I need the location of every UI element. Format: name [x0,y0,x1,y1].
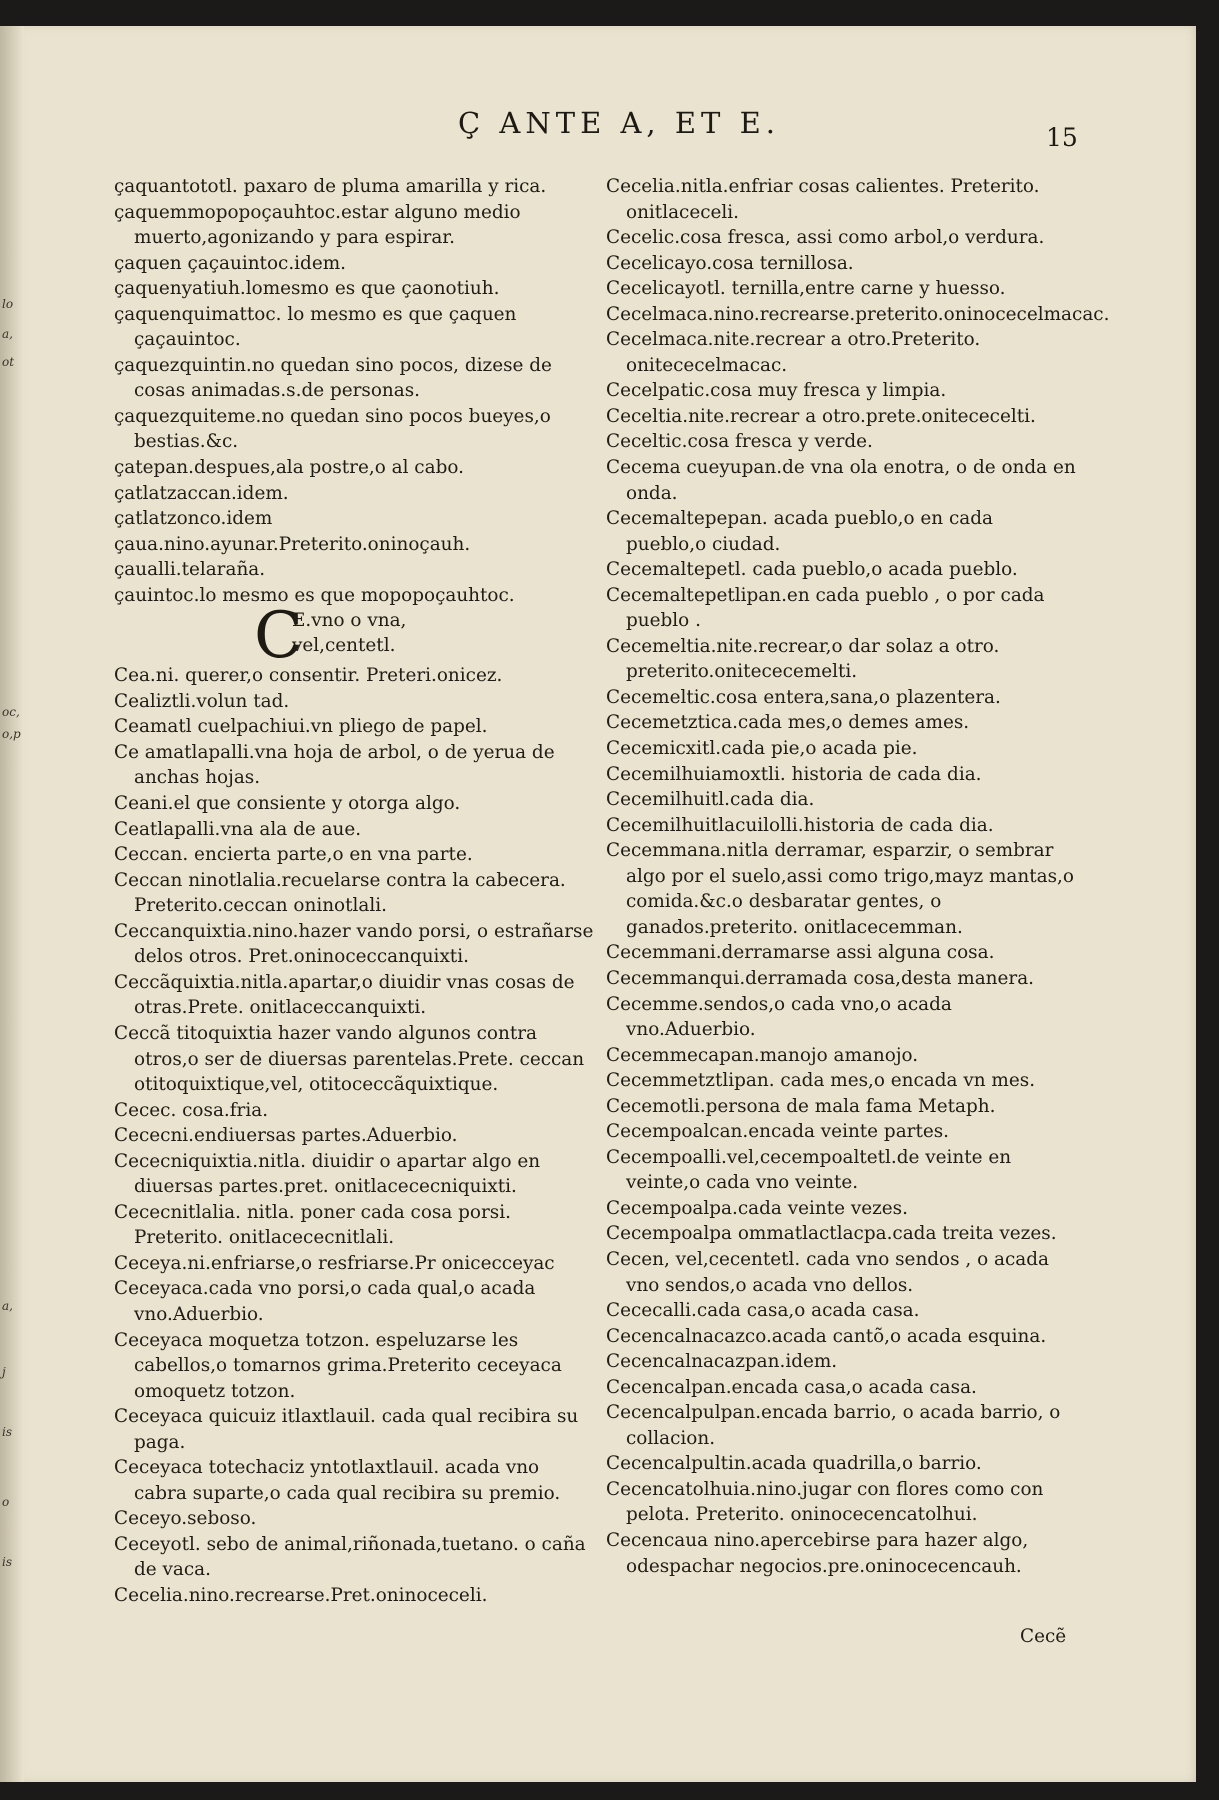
dictionary-entry: Cecemicxitl.cada pie,o acada pie. [606,738,918,760]
dictionary-entry: Ceceltia.nite.recrear a otro.prete.onitececelti. [606,405,1036,427]
dictionary-entry: Ceceyaca quicuiz itlaxtlauil. cada qual recibira su paga. [114,1406,579,1453]
dictionary-entry: Cecemmecapan.manojo amanojo. [606,1044,919,1066]
gutter-note: j [2,1365,6,1379]
dictionary-entry: Cecemotli.persona de mala fama Metaph. [606,1095,996,1117]
dictionary-entry: Cecemaltepetlipan.en cada pueblo , o por cada pueblo . [606,584,1045,632]
dictionary-entry: Cecemeltic.cosa entera,sana,o plazentera. [606,686,1001,708]
dictionary-entry: çaquenquimattoc. lo mesmo es que çaquen çaçauintoc. [114,303,517,351]
manuscript-page [0,26,1196,1782]
dictionary-entry: Cececniquixtia.nitla. diuidir o apartar algo en diuersas partes.pret. onitlacececniquixti. [114,1150,541,1198]
dictionary-entry: Cecelmaca.nino.recrearse.preterito.oninocecelmacac. [606,303,1110,325]
dictionary-entry: Ceccã titoquixtia hazer vando algunos contra otros,o ser de diuersas parentelas.Prete. ceccan otitoquixtique,vel, otitoceccãquixtique. [114,1022,585,1096]
dictionary-entry: Cecemeltia.nite.recrear,o dar solaz a otro. preterito.onitececemelti. [606,635,1000,683]
dictionary-entry: Cecempoalcan.encada veinte partes. [606,1121,950,1143]
dictionary-entry: Ceceyo.seboso. [114,1508,257,1530]
left-column [114,174,596,1609]
dictionary-entry: çatlatzaccan.idem. [114,482,289,504]
right-entries [606,174,1110,1579]
dictionary-entry: Ceceyaca.cada vno porsi,o cada qual,o acada vno.Aduerbio. [114,1278,536,1325]
left-entries-after [114,663,596,1608]
gutter-note: o [2,1495,10,1509]
dictionary-entry: Cecencalnacazpan.idem. [606,1351,838,1373]
dictionary-entry: Cea.ni. querer,o consentir. Preteri.onicez. [114,665,503,687]
dictionary-entry: Ceceltic.cosa fresca y verde. [606,431,873,453]
dictionary-entry: Cecelpatic.cosa muy fresca y limpia. [606,380,947,402]
dictionary-entry: Cecemmetztlipan. cada mes,o encada vn mes. [606,1070,1036,1092]
gutter-note: lo [2,297,14,311]
dictionary-entry: Cececalli.cada casa,o acada casa. [606,1300,920,1322]
dictionary-entry: Cealiztli.volun tad. [114,690,290,712]
dictionary-entry: çaquen çaçauintoc.idem. [114,252,346,274]
dictionary-entry: Cecencalpulpan.encada barrio, o acada barrio, o collacion. [606,1402,1061,1449]
dictionary-entry: Cecencalnacazco.acada cantõ,o acada esquina. [606,1325,1047,1347]
dictionary-entry: Ceamatl cuelpachiui.vn pliego de papel. [114,716,488,738]
section-heading [114,599,596,674]
dictionary-entry: Cecempoalli.vel,cecempoaltetl.de veinte en veinte,o cada vno veinte. [606,1146,1012,1194]
gutter-note: is [2,1425,12,1439]
dictionary-entry: Ceceyaca totechaciz yntotlaxtlauil. acada vno cabra suparte,o cada qual recibira su premio. [114,1457,561,1504]
gutter-note: a, [2,327,13,341]
dictionary-entry: Ceceyaca moquetza totzon. espeluzarse les cabellos,o tomarnos grima.Preterito ceceyaca omoquetz totzon. [114,1329,562,1402]
dictionary-entry: Cecempoalpa ommatlactlacpa.cada treita vezes. [606,1223,1057,1245]
dictionary-entry: Cecelia.nitla.enfriar cosas calientes. Preterito. onitlaceceli. [606,176,1040,223]
dictionary-entry: çaquemmopopoçauhtoc.estar alguno medio muerto,agonizando y para espirar. [114,201,521,249]
dictionary-entry: Cecencalpan.encada casa,o acada casa. [606,1376,977,1398]
dictionary-entry: çaquantototl. paxaro de pluma amarilla y rica. [114,176,547,197]
page-gutter [0,26,24,1782]
dictionary-entry: çaualli.telaraña. [114,559,266,581]
gutter-note: is [2,1555,12,1569]
dictionary-entry: Cecencatolhuia.nino.jugar con flores como con pelota. Preterito. oninocecencatolhui. [606,1478,1044,1526]
dictionary-entry: Cecencalpultin.acada quadrilla,o barrio. [606,1453,982,1475]
dictionary-entry: Ceceya.ni.enfriarse,o resfriarse.Pr onicecceyac [114,1252,555,1274]
dictionary-entry: çaquezquintin.no quedan sino pocos, dizese de cosas animadas.s.de personas. [114,354,552,402]
section-heading-line: E.vno o vna, [292,610,407,632]
dictionary-entry: Cecema cueyupan.de vna ola enotra, o de onda en onda. [606,457,1076,504]
gutter-note: ot [2,355,15,369]
dictionary-entry: çaquenyatiuh.lomesmo es que çaonotiuh. [114,278,500,300]
dictionary-entry: Cecemilhuitlacuilolli.historia de cada dia. [606,814,994,836]
dictionary-entry: Ceccan. encierta parte,o en vna parte. [114,844,473,866]
decorated-initial: C [254,599,303,674]
right-column [606,174,1110,1579]
dictionary-entry: çaquezquiteme.no quedan sino pocos bueyes,o bestias.&c. [114,405,551,453]
dictionary-entry: Cecemmani.derramarse assi alguna cosa. [606,942,995,964]
running-head: Ç ANTE A, ET E. [458,106,780,140]
dictionary-entry: Cecelicayotl. ternilla,entre carne y huesso. [606,278,1006,300]
dictionary-entry: Ceccãquixtia.nitla.apartar,o diuidir vnas cosas de otras.Prete. onitlaceccanquixti. [114,971,575,1019]
dictionary-entry: Cececni.endiuersas partes.Aduerbio. [114,1125,458,1147]
dictionary-entry: çauintoc.lo mesmo es que mopopoçauhtoc. [114,584,515,606]
dictionary-entry: Ce amatlapalli.vna hoja de arbol, o de yerua de anchas hojas. [114,741,555,789]
catchword: Cecẽ [1020,1626,1067,1647]
dictionary-entry: Ceani.el que consiente y otorga algo. [114,793,461,815]
dictionary-entry: Cecemilhuiamoxtli. historia de cada dia. [606,763,982,785]
dictionary-entry: Cecelia.nino.recrearse.Pret.oninoceceli. [114,1584,488,1606]
dictionary-entry: Cecelicayo.cosa ternillosa. [606,252,854,274]
dictionary-entry: Cecelic.cosa fresca, assi como arbol,o verdura. [606,227,1045,249]
gutter-note: a, [2,1299,13,1313]
dictionary-entry: Cecemilhuitl.cada dia. [606,789,815,811]
dictionary-entry: Cececnitlalia. nitla. poner cada cosa porsi. Preterito. onitlacececnitlali. [114,1201,511,1249]
dictionary-entry: Cecemme.sendos,o cada vno,o acada vno.Aduerbio. [606,993,952,1041]
gutter-note: oc, [2,705,20,719]
dictionary-entry: Ceccan ninotlalia.recuelarse contra la cabecera. Preterito.ceccan oninotlali. [114,869,566,917]
dictionary-entry: Ceatlapalli.vna ala de aue. [114,818,362,840]
dictionary-entry: Cecemmana.nitla derramar, esparzir, o sembrar algo por el suelo,assi como trigo,mayz mantas,o comida.&c.o desbaratar gentes, o ganados.preterito. onitlacecemman. [606,840,1074,938]
gutter-note: o,p [2,727,21,741]
dictionary-entry: Cecec. cosa.fria. [114,1099,269,1121]
dictionary-entry: Cecemaltepepan. acada pueblo,o en cada pueblo,o ciudad. [606,508,994,555]
dictionary-entry: çaua.nino.ayunar.Preterito.oninoçauh. [114,533,471,555]
dictionary-entry: Cecemmanqui.derramada cosa,desta manera. [606,967,1035,989]
dictionary-entry: Cecemaltepetl. cada pueblo,o acada pueblo. [606,559,1018,581]
left-entries-before [114,174,596,608]
dictionary-entry: çatepan.despues,ala postre,o al cabo. [114,457,464,479]
dictionary-entry: Ceccanquixtia.nino.hazer vando porsi, o estrañarse delos otros. Pret.oninoceccanquixti. [114,920,594,968]
dictionary-entry: Cecen, vel,cecentetl. cada vno sendos , o acada vno sendos,o acada vno dellos. [606,1248,1049,1296]
dictionary-entry: Cecempoalpa.cada veinte vezes. [606,1197,908,1219]
dictionary-entry: Ceceyotl. sebo de animal,riñonada,tuetano. o caña de vaca. [114,1533,586,1581]
dictionary-entry: Cecencaua nino.apercebirse para hazer algo, odespachar negocios.pre.oninocecencauh. [606,1529,1029,1577]
dictionary-entry: çatlatzonco.idem [114,508,273,530]
section-heading-line: vel,centetl. [292,635,396,657]
folio-number: 15 [1046,123,1078,152]
dictionary-entry: Cecelmaca.nite.recrear a otro.Preterito. onitececelmacac. [606,329,981,376]
dictionary-entry: Cecemetztica.cada mes,o demes ames. [606,712,970,734]
